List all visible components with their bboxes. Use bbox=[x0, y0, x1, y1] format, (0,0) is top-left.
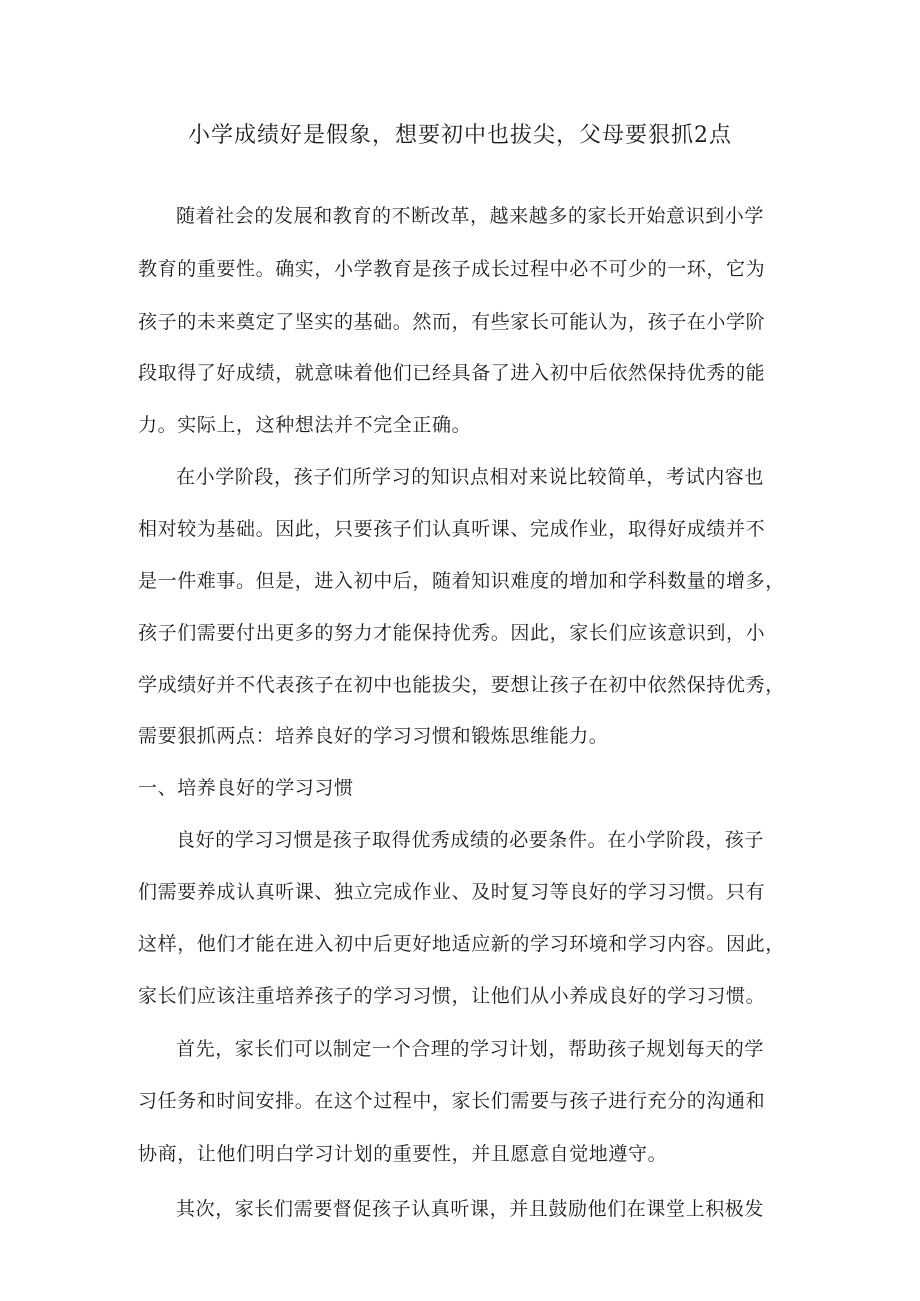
section-heading-1: 一、培养良好的学习习惯 bbox=[138, 777, 354, 799]
paragraph-2-line-2: 相对较为基础。因此，只要孩子们认真听课、完成作业，取得好成绩并不 bbox=[138, 518, 766, 540]
paragraph-1-line-3: 孩子的未来奠定了坚实的基础。然而，有些家长可能认为，孩子在小学阶 bbox=[138, 311, 766, 333]
paragraph-1-line-4: 段取得了好成绩，就意味着他们已经具备了进入初中后依然保持优秀的能 bbox=[138, 362, 766, 384]
paragraph-2-line-5: 学成绩好并不代表孩子在初中也能拔尖，要想让孩子在初中依然保持优秀， bbox=[138, 674, 785, 696]
paragraph-4-line-1: 首先，家长们可以制定一个合理的学习计划，帮助孩子规划每天的学 bbox=[176, 1038, 765, 1060]
paragraph-3-line-2: 们需要养成认真听课、独立完成作业、及时复习等良好的学习习惯。只有 bbox=[138, 881, 766, 903]
paragraph-4-line-2: 习任务和时间安排。在这个过程中，家长们需要与孩子进行充分的沟通和 bbox=[138, 1090, 766, 1112]
paragraph-3-line-4: 家长们应该注重培养孩子的学习习惯，让他们从小养成良好的学习习惯。 bbox=[138, 985, 766, 1007]
paragraph-3-line-3: 这样，他们才能在进入初中后更好地适应新的学习环境和学习内容。因此， bbox=[138, 933, 785, 955]
paragraph-1-line-5: 力。实际上，这种想法并不完全正确。 bbox=[138, 414, 472, 436]
paragraph-5-line-1: 其次，家长们需要督促孩子认真听课，并且鼓励他们在课堂上积极发 bbox=[176, 1198, 765, 1220]
paragraph-2-line-6: 需要狠抓两点：培养良好的学习习惯和锻炼思维能力。 bbox=[138, 725, 609, 747]
paragraph-1-line-2: 教育的重要性。确实，小学教育是孩子成长过程中必不可少的一环，它为 bbox=[138, 258, 766, 280]
document-title: 小学成绩好是假象，想要初中也拔尖，父母要狠抓2点 bbox=[188, 123, 732, 148]
paragraph-4-line-3: 协商，让他们明白学习计划的重要性，并且愿意自觉地遵守。 bbox=[138, 1143, 668, 1165]
paragraph-3-line-1: 良好的学习习惯是孩子取得优秀成绩的必要条件。在小学阶段，孩子 bbox=[176, 829, 765, 851]
paragraph-2-line-4: 孩子们需要付出更多的努力才能保持优秀。因此，家长们应该意识到，小 bbox=[138, 622, 766, 644]
paragraph-1-line-1: 随着社会的发展和教育的不断改革，越来越多的家长开始意识到小学 bbox=[176, 205, 765, 227]
paragraph-2-line-1: 在小学阶段，孩子们所学习的知识点相对来说比较简单，考试内容也 bbox=[176, 466, 765, 488]
paragraph-2-line-3: 是一件难事。但是，进入初中后，随着知识难度的增加和学科数量的增多， bbox=[138, 570, 785, 592]
